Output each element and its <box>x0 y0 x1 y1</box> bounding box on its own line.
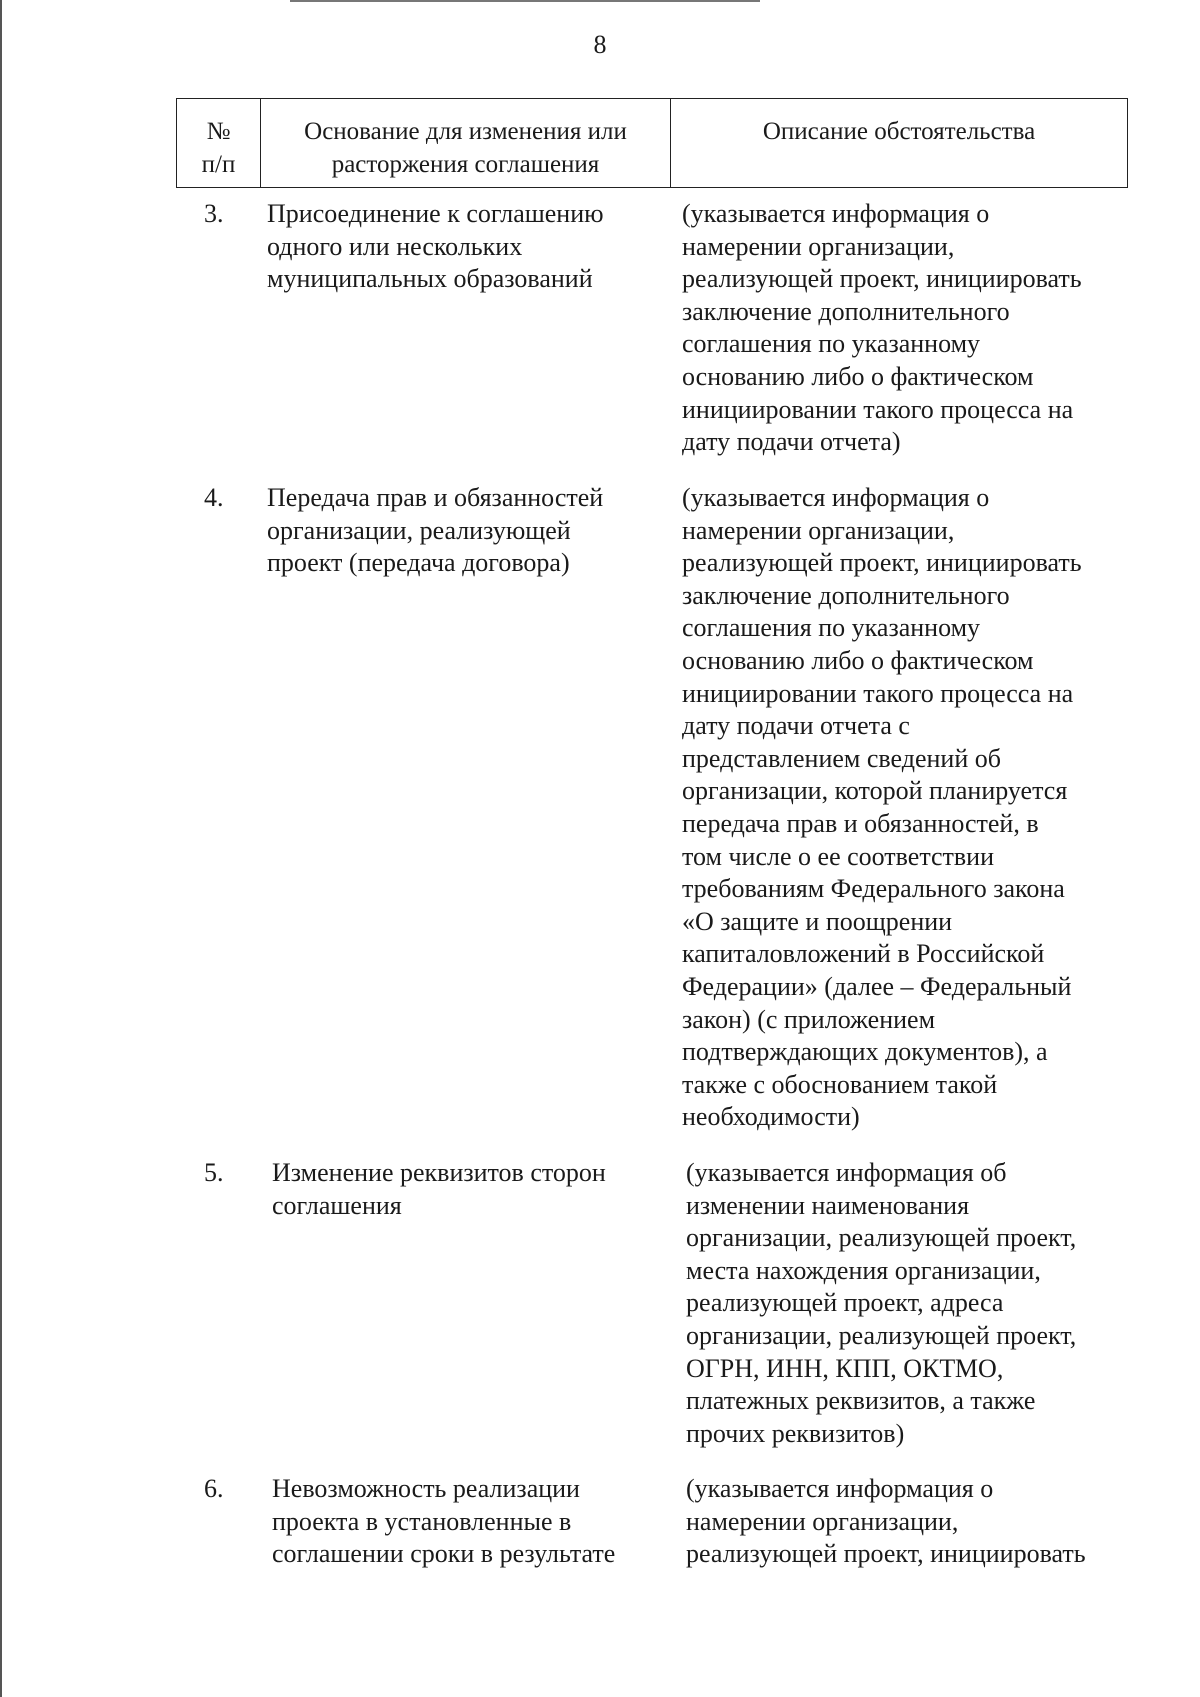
row-number: 6. <box>204 1474 224 1503</box>
row-description: (указывается информация об изменении наименования организации, реализующей проект, места нахождения организации, реализующей проект, адреса организации, реализующей проект, ОГРН, ИНН, КПП, ОКТМО, платежных реквизитов, а также прочих реквизитов) <box>686 1158 1077 1448</box>
header-description-label: Описание обстоятельства <box>762 118 1036 145</box>
table-header <box>176 98 1128 188</box>
row-number: 4. <box>204 483 224 512</box>
row-description: (указывается информация о намерении организации, реализующей проект, инициировать <box>686 1474 1086 1569</box>
row-number: 5. <box>204 1158 224 1187</box>
row-description: (указывается информация о намерении организации, реализующей проект, инициировать заключение дополнительного соглашения по указанному основанию либо о фактическом инициировании такого процесса на дату подачи отчета) <box>682 199 1082 457</box>
row-basis: Изменение реквизитов сторон соглашения <box>272 1158 606 1220</box>
header-number-column <box>177 99 261 187</box>
row-basis: Невозможность реализации проекта в установленные в соглашении сроки в результате <box>272 1474 616 1569</box>
scan-edge-top <box>290 0 760 2</box>
row-basis: Передача прав и обязанностей организации, реализующей проект (передача договора) <box>267 483 604 578</box>
scan-edge-left <box>0 0 2 1697</box>
row-description: (указывается информация о намерении организации, реализующей проект, инициировать заключение дополнительного соглашения по указанному основанию либо о фактическом инициировании такого процесса на дату подачи отчета с представлением сведений об организации, которой планируется передача прав и обязанностей, в том числе о ее соответствии требованиям Федерального закона «О защите и поощрении капиталовложений в Российской Федерации» (далее – Федеральный закон) (с приложением подтверждающих документов), а также с обоснованием такой необходимости) <box>682 483 1082 1132</box>
row-basis: Присоединение к соглашению одного или нескольких муниципальных образований <box>267 199 604 294</box>
header-number-label: № п/п <box>201 118 236 178</box>
row-number: 3. <box>204 199 224 228</box>
page-number: 8 <box>593 30 607 59</box>
header-basis-column <box>261 99 671 187</box>
header-description-column <box>671 99 1127 187</box>
header-basis-label: Основание для изменения или расторжения соглашения <box>304 118 627 178</box>
